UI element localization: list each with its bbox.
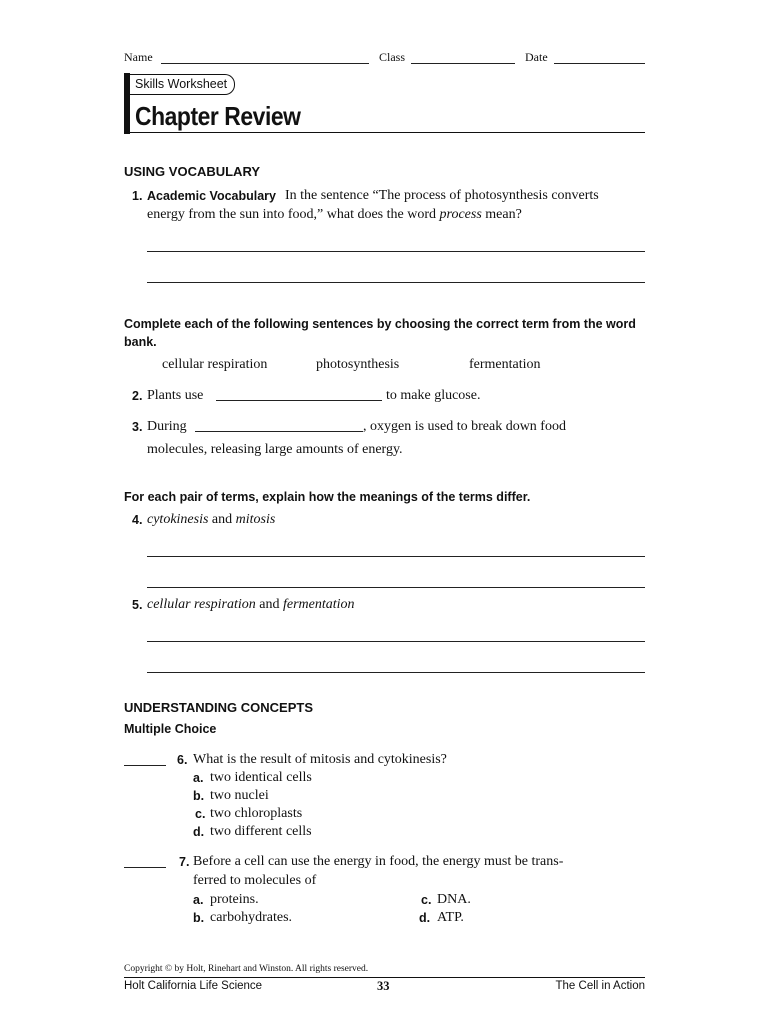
option-text: two chloroplasts xyxy=(210,806,303,821)
option-letter: b. xyxy=(193,911,205,925)
term-italic: cellular respiration xyxy=(147,597,256,612)
skills-worksheet-tag: Skills Worksheet xyxy=(130,74,235,95)
class-field[interactable] xyxy=(411,63,515,64)
word-bank-instruction: Complete each of the following sentences by choosing the correct term from the word bank. xyxy=(124,317,636,349)
question-number: 6. xyxy=(177,753,188,767)
question-text: What is the result of mitosis and cytokinesis? xyxy=(193,752,447,767)
option-letter: d. xyxy=(193,825,205,839)
question-text-line2: molecules, releasing large amounts of energy. xyxy=(147,442,403,457)
answer-line[interactable] xyxy=(147,282,645,283)
option-text: carbohydrates. xyxy=(210,910,293,925)
option-letter: d. xyxy=(419,911,431,925)
option-letter: a. xyxy=(193,893,204,907)
option-letter: b. xyxy=(193,789,205,803)
conjunction: and xyxy=(259,597,280,612)
word-bank-term: photosynthesis xyxy=(316,357,400,372)
question-number: 1. xyxy=(132,189,143,203)
term-italic: mitosis xyxy=(235,512,276,527)
page-number: 33 xyxy=(377,979,390,993)
question-text-part: mean? xyxy=(481,207,522,222)
academic-vocabulary-label: Academic Vocabulary xyxy=(147,189,276,203)
page-title: Chapter Review xyxy=(135,101,301,131)
section-heading-vocabulary: USING VOCABULARY xyxy=(124,164,261,179)
question-number: 5. xyxy=(132,598,143,612)
option-text: two nuclei xyxy=(210,788,269,803)
footer-rule xyxy=(124,977,645,978)
option-letter: a. xyxy=(193,771,204,785)
conjunction: and xyxy=(211,512,233,527)
name-field[interactable] xyxy=(161,63,369,64)
answer-blank[interactable] xyxy=(124,867,166,868)
option-text: two identical cells xyxy=(210,770,312,785)
question-text: to make glucose. xyxy=(386,388,481,403)
question-text: , oxygen is used to break down food xyxy=(363,419,566,434)
answer-line[interactable] xyxy=(147,587,645,588)
option-text: two different cells xyxy=(210,824,312,839)
question-text-line2 xyxy=(147,206,522,224)
question-text xyxy=(147,511,275,529)
option-text: DNA. xyxy=(437,892,471,907)
copyright-notice: Copyright © by Holt, Rinehart and Winston. All rights reserved. xyxy=(124,964,369,974)
title-underline xyxy=(130,132,645,133)
word-bank-term: fermentation xyxy=(469,357,541,372)
term-italic: fermentation xyxy=(282,597,355,612)
class-label: Class xyxy=(379,50,406,64)
term-italic: cytokinesis xyxy=(147,512,209,527)
date-label: Date xyxy=(525,50,548,64)
multiple-choice-subheading: Multiple Choice xyxy=(124,722,217,736)
book-title: Holt California Life Science xyxy=(124,980,263,992)
question-text-part: energy from the sun into food,” what does the word xyxy=(147,207,440,222)
answer-blank[interactable] xyxy=(124,765,166,766)
question-number: 2. xyxy=(132,389,143,403)
question-text: During xyxy=(147,419,187,434)
question-number: 4. xyxy=(132,513,143,527)
answer-line[interactable] xyxy=(147,251,645,252)
answer-line[interactable] xyxy=(147,641,645,642)
question-text: Plants use xyxy=(147,388,204,403)
question-text xyxy=(147,596,355,614)
question-text: In the sentence “The process of photosynthesis converts xyxy=(285,188,599,203)
question-text-line2: ferred to molecules of xyxy=(193,873,317,888)
answer-line[interactable] xyxy=(147,556,645,557)
fill-in-blank[interactable] xyxy=(195,431,363,432)
fill-in-blank[interactable] xyxy=(216,400,382,401)
section-heading-concepts: UNDERSTANDING CONCEPTS xyxy=(124,700,313,715)
answer-line[interactable] xyxy=(147,672,645,673)
word-bank-term: cellular respiration xyxy=(162,357,268,372)
question-text: Before a cell can use the energy in food, the energy must be trans- xyxy=(193,854,564,869)
option-text: proteins. xyxy=(210,892,259,907)
question-number: 3. xyxy=(132,420,143,434)
option-text: ATP. xyxy=(437,910,464,925)
pairs-instruction: For each pair of terms, explain how the meanings of the terms differ. xyxy=(124,490,531,504)
chapter-title: The Cell in Action xyxy=(555,980,645,992)
option-letter: c. xyxy=(195,807,206,821)
question-text-italic: process xyxy=(439,207,482,222)
option-letter: c. xyxy=(421,893,432,907)
date-field[interactable] xyxy=(554,63,645,64)
question-number: 7. xyxy=(179,855,190,869)
name-label: Name xyxy=(124,50,153,64)
